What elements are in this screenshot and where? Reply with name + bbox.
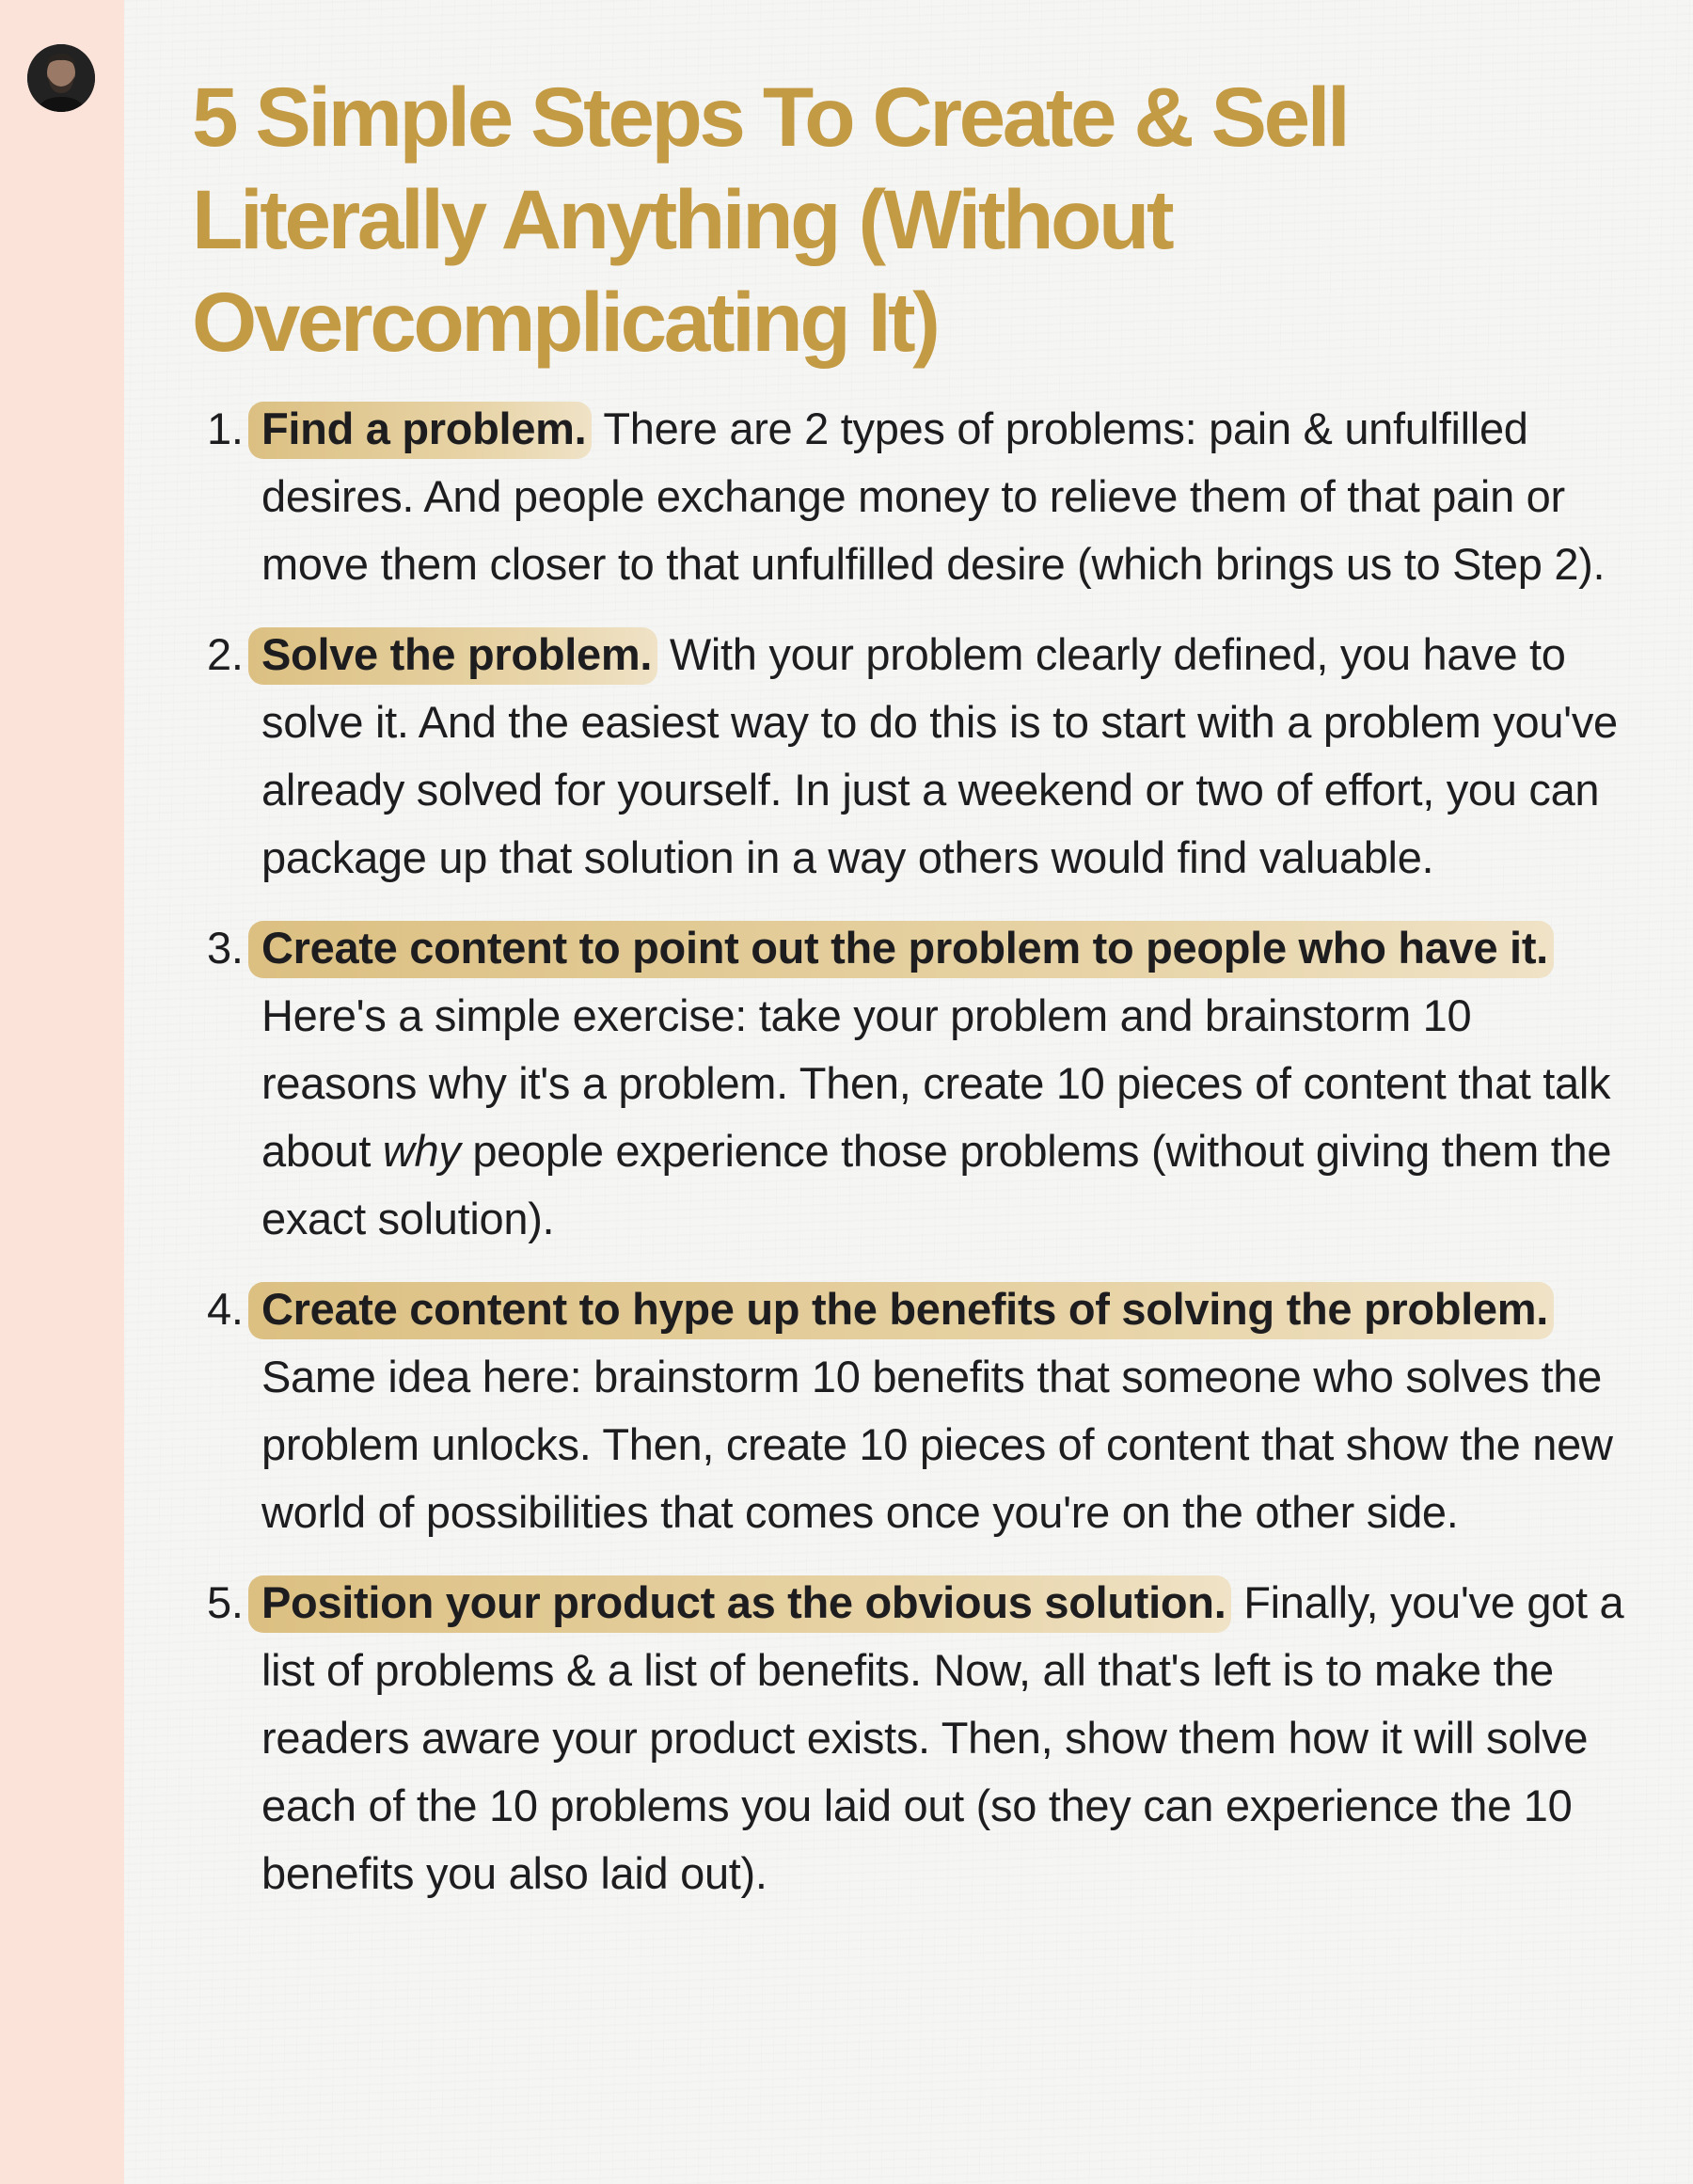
author-avatar[interactable] bbox=[27, 44, 95, 112]
page-title: 5 Simple Steps To Create & Sell Literally Anything (Without Overcomplicating It) bbox=[192, 70, 1348, 369]
list-item-step-1 bbox=[192, 395, 1631, 598]
step-body: There are 2 types of problems: pain & unfulfilled desires. And people exchange money to relieve them of that pain or move them closer to that unfulfilled desire (which brings us to Step 2). bbox=[261, 404, 1606, 589]
left-sidebar-strip bbox=[0, 0, 124, 2184]
step-number: 2. bbox=[207, 629, 244, 679]
step-heading-highlight: Create content to hype up the benefits of solving the problem. bbox=[248, 1282, 1554, 1339]
step-body: Same idea here: brainstorm 10 benefits that someone who solves the problem unlocks. Then, create 10 pieces of content that show the new world of possibilities that comes once you're on the other side. bbox=[261, 1352, 1613, 1537]
step-number: 1. bbox=[207, 404, 244, 453]
steps-list bbox=[192, 395, 1631, 1930]
step-body: Here's a simple exercise: take your problem and brainstorm 10 reasons why it's a problem. Then, create 10 pieces of content that talk about bbox=[261, 990, 1611, 1176]
step-number: 3. bbox=[207, 923, 244, 973]
person-icon bbox=[27, 44, 95, 112]
step-heading-highlight: Solve the problem. bbox=[248, 627, 657, 685]
step-body: With your problem clearly defined, you have to solve it. And the easiest way to do this is to start with a problem you've already solved for yourself. In just a weekend or two of effort, you can package up that solution in a way others would find valuable. bbox=[261, 629, 1618, 882]
list-item-step-5 bbox=[192, 1569, 1631, 1907]
step-heading-highlight: Position your product as the obvious solution. bbox=[248, 1575, 1231, 1633]
step-body: people experience those problems (without giving them the exact solution). bbox=[261, 1126, 1612, 1243]
step-body-emphasis: why bbox=[382, 1126, 461, 1176]
list-item-step-4 bbox=[192, 1275, 1631, 1546]
step-body: Finally, you've got a list of problems & a list of benefits. Now, all that's left is to make the readers aware your product exists. Then, show them how it will solve each of the 10 problems you laid out (so they can experience the 10 benefits you also laid out). bbox=[261, 1577, 1624, 1898]
step-number: 5. bbox=[207, 1577, 244, 1627]
step-number: 4. bbox=[207, 1284, 244, 1334]
list-item-step-3 bbox=[192, 914, 1631, 1253]
step-heading-highlight: Find a problem. bbox=[248, 402, 592, 459]
list-item-step-2 bbox=[192, 621, 1631, 892]
step-heading-highlight: Create content to point out the problem to people who have it. bbox=[248, 921, 1554, 978]
